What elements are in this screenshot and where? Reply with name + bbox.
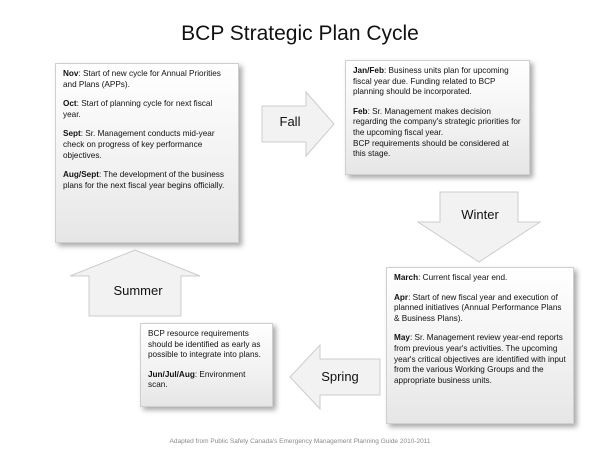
entry-text: : Environment scan. [148,369,246,390]
entry-label: Aug/Sept [63,170,99,180]
entry-jan-feb [353,66,522,98]
entry-label: Apr [394,292,409,302]
winter-arrow-icon [418,192,542,264]
entry-label: Oct [63,99,77,109]
entry-label: May [394,333,410,343]
entry-feb [353,107,522,160]
box-spring-period [386,267,574,424]
box-winter-period [345,60,530,175]
spring-label: Spring [321,369,359,384]
entry-text: : Start of new cycle for Annual Priorities and Plans (APPs). [63,69,221,89]
winter-label: Winter [461,207,499,222]
entry-text: : Business units plan for upcoming fiscal year due. Funding related to BCP planning should be incorporated. [353,66,509,97]
entry-extra: BCP requirements should be considered at this stage. [353,138,509,159]
entry-label: Feb [353,106,368,116]
entry-jun-jul-aug [148,370,265,391]
entry-apr [394,293,566,325]
entry-bcp-resources [148,329,265,361]
box-fall-period [55,63,239,243]
entry-aug-sept [63,170,231,191]
entry-text: : Sr. Management conducts mid-year check on progress of key performance objectives. [63,129,215,160]
entry-sept [63,129,231,161]
entry-nov [63,69,231,90]
entry-text: : Start of planning cycle for next fiscal year. [63,99,213,119]
entry-label: Nov [63,69,79,78]
entry-label: March [394,273,419,282]
entry-label: Jan/Feb [353,66,384,75]
entry-text: : Current fiscal year end. [418,273,508,282]
entry-oct [63,99,231,120]
entry-text: : Sr. Management review year-end reports from previous year's activities. The upcoming year's critical objectives are identified with input from the various Working Groups and the appropriate business units. [394,333,566,385]
entry-label: Sept [63,129,81,139]
entry-may [394,333,566,386]
entry-text: : Start of new fiscal year and execution of planned initiatives (Annual Performance Plans & Business Plans). [394,292,562,323]
diagram-title: BCP Strategic Plan Cycle [181,22,419,45]
entry-text: : The development of the business plans for the next fiscal year begins officially. [63,170,225,190]
box-summer-period [140,323,273,407]
summer-label: Summer [113,283,163,298]
entry-march [394,273,566,284]
entry-text: BCP resource requirements should be identified as early as possible to integrate into plans. [148,329,261,360]
source-footnote: Adapted from Public Safety Canada's Emergency Management Planning Guide 2010-2011 [169,438,431,445]
entry-text: : Sr. Management makes decision regarding the company's strategic priorities for the upcoming fiscal year. [353,106,521,137]
fall-label: Fall [279,114,301,129]
entry-label: Jun/Jul/Aug [148,369,195,379]
